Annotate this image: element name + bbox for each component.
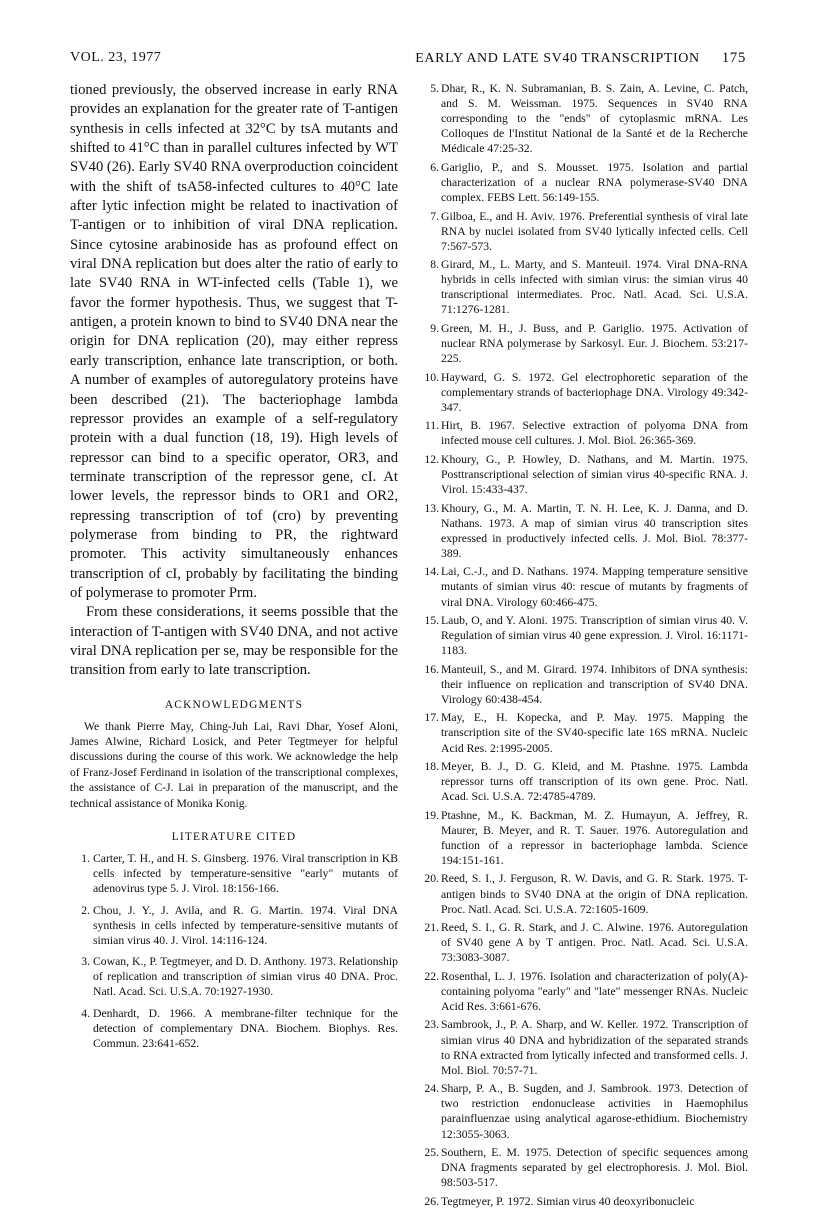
reference-item: [418, 1081, 748, 1141]
reference-number: 25.: [424, 1146, 439, 1159]
reference-number: 24.: [424, 1082, 439, 1096]
reference-text: Sharp, P. A., B. Sugden, and J. Sambrook. 1973. Detection of two restriction endonuclease activities in Haemophilus parainfluenzae using analytical agarose-ethidium. Biochemistry 12:3055-3063.: [441, 1082, 748, 1141]
reference-item: [70, 903, 398, 948]
reference-item: [418, 662, 748, 707]
reference-text: Tegtmeyer, P. 1972. Simian virus 40 deoxyribonucleic: [441, 1194, 695, 1208]
reference-item: [418, 1145, 748, 1190]
reference-number: 14.: [424, 565, 439, 579]
reference-text: Hirt, B. 1967. Selective extraction of polyoma DNA from infected mouse cell cultures. J. Mol. Biol. 26:365-369.: [441, 419, 748, 448]
reference-number: 11.: [424, 419, 439, 433]
reference-item: [418, 710, 748, 755]
reference-item: [418, 321, 748, 366]
reference-item: [418, 418, 748, 448]
reference-number: 3.: [81, 955, 90, 969]
reference-text: Sambrook, J., P. A. Sharp, and W. Keller. 1972. Transcription of simian virus 40 DNA and hybridization of the separated strands to RNA extracted from lytically infected and transformed cells. J. Mol. Biol. 70:57-71.: [441, 1018, 748, 1077]
reference-item: [418, 370, 748, 415]
reference-item: [418, 257, 748, 317]
reference-item: [418, 1194, 748, 1209]
reference-text: Khoury, G., P. Howley, D. Nathans, and M. Martin. 1975. Posttranscriptional selection of simian virus 40-specific RNA. J. Virol. 15:433-437.: [441, 452, 748, 497]
reference-number: 6.: [430, 160, 439, 174]
reference-number: 10.: [424, 370, 439, 384]
reference-number: 15.: [424, 614, 439, 627]
reference-item: [70, 1006, 398, 1051]
reference-item: [70, 954, 398, 999]
running-header: [70, 50, 746, 70]
body-paragraph-1: tioned previously, the observed increase in early RNA provides an explanation for the greater rate of T-antigen synthesis in cells infected at 32°C by tsA mutants and shifted to 41°C than in parallel cultures infected by WT SV40 (26). Early SV40 RNA overproduction coincident with the shift of tsA58-infected cultures to 40°C late after lytic infection might be related to inactivation of T-antigen or to inhibition of viral DNA replication. Since cytosine arabinoside has as profound effect on viral DNA replication but does alter the ratio of early to late SV40 RNA in WT-infected cells (Table 1), we favor the former hypothesis. Thus, we suggest that T-antigen, a protein known to bind to SV40 DNA near the origin for DNA replication (20), may either repress early transcription, enhance late transcription, or both. A number of examples of autoregulatory proteins have been described (21). The bacteriophage lambda repressor provides an example of a self-regulatory protein with a dual function (18, 19). High levels of repressor can bind to a specific operator, OR3, and terminate transcription of the repressor gene, cI. At lower levels, the repressor binds to OR1 and OR2, repressing transcription of tof (cro) by preventing polymerase from binding to PR, the rightward promoter. This activity simultaneously enhances transcription of cI, probably by facilitating the binding of polymerase to promoter Prm.: [70, 82, 398, 601]
reference-text: Laub, O, and Y. Aloni. 1975. Transcription of simian virus 40. V. Regulation of simian virus 40 gene expression. J. Virol. 16:1171-1183.: [441, 614, 748, 658]
reference-item: [418, 808, 748, 868]
reference-text: Manteuil, S., and M. Girard. 1974. Inhibitors of DNA synthesis: their influence on replication and transcription of SV40 DNA. Virology 60:438-454.: [441, 662, 748, 706]
reference-number: 5.: [430, 82, 439, 95]
reference-number: 7.: [430, 209, 439, 223]
acknowledgments-text: We thank Pierre May, Ching-Juh Lai, Ravi Dhar, Yosef Aloni, James Alwine, Richard Losick, and Peter Tegtmeyer for helpful discussions during the course of this work. We acknowledge the help of Franz-Josef Ferdinand in isolation of the transcriptional complexes, the assistance of C-J. Lai in preparation of the manuscript, and the technical assistance of Monika Konig.: [70, 719, 398, 810]
reference-number: 26.: [424, 1194, 439, 1208]
reference-text: Southern, E. M. 1975. Detection of specific sequences among DNA fragments separated by gel electrophoresis. J. Mol. Biol. 98:503-517.: [441, 1146, 748, 1190]
reference-item: [418, 920, 748, 965]
reference-number: 1.: [81, 852, 90, 866]
reference-item: [418, 209, 748, 254]
reference-text: Girard, M., L. Marty, and S. Manteuil. 1974. Viral DNA-RNA hybrids in cells infected with simian virus: the simian virus 40 transcriptional intermediates. Proc. Natl. Acad. Sci. U.S.A. 71:1276-1281.: [441, 258, 748, 317]
reference-text: Meyer, B. J., D. G. Kleid, and M. Ptashne. 1975. Lambda repressor turns off transcription of its own gene. Proc. Natl. Acad. Sci. U.S.A. 72:4785-4789.: [441, 760, 748, 804]
reference-item: [418, 969, 748, 1014]
reference-number: 4.: [81, 1006, 90, 1020]
running-title-group: [415, 50, 746, 67]
reference-text: Khoury, G., M. A. Martin, T. N. H. Lee, K. J. Danna, and D. Nathans. 1973. A map of simian virus 40 transcription sites expressed in productively infected cells. J. Mol. Biol. 78:377-389.: [441, 501, 748, 560]
right-column: [418, 81, 748, 1212]
reference-text: Carter, T. H., and H. S. Ginsberg. 1976. Viral transcription in KB cells infected by temperature-sensitive "early" mutants of adenovirus type 5. J. Virol. 18:156-166.: [93, 852, 398, 896]
reference-list-right: [418, 81, 748, 1209]
reference-number: 19.: [424, 808, 439, 822]
running-title: EARLY AND LATE SV40 TRANSCRIPTION: [415, 51, 700, 66]
reference-number: 2.: [81, 903, 90, 917]
body-paragraph-2: From these considerations, it seems possible that the interaction of T-antigen with SV40 DNA, and not active viral DNA replication per se, may be responsible for the transition from early to late transcription.: [70, 604, 398, 679]
reference-number: 13.: [424, 501, 439, 515]
acknowledgments-heading: ACKNOWLEDGMENTS: [164, 698, 304, 711]
reference-number: 20.: [424, 872, 439, 886]
reference-number: 16.: [424, 662, 439, 676]
reference-text: Ptashne, M., K. Backman, M. Z. Humayun, A. Jeffrey, R. Maurer, B. Meyer, and R. T. Sauer. 1976. Autoregulation and function of a repressor in bacteriophage lambda. Science 194:151-161.: [441, 808, 748, 867]
reference-text: Rosenthal, L. J. 1976. Isolation and characterization of poly(A)-containing polyoma "early" and "late" messenger RNAs. Nucleic Acid Res. 3:661-676.: [441, 969, 748, 1013]
reference-item: [418, 613, 748, 658]
reference-text: Dhar, R., K. N. Subramanian, B. S. Zain, A. Levine, C. Patch, and S. M. Weissman. 1975. Sequences in SV40 RNA corresponding to the "ends" of cytoplasmic mRNA. Les Colloques de l'Institut National de la Santé et de la Recherche Médicale 47:25-32.: [441, 82, 748, 156]
reference-number: 12.: [424, 452, 439, 466]
reference-item: [418, 452, 748, 497]
reference-text: Reed, S. I., J. Ferguson, R. W. Davis, and G. R. Stark. 1975. T-antigen binds to SV40 DNA at the origin of DNA replication. Proc. Natl. Acad. Sci. U.S.A. 72:1605-1609.: [441, 872, 748, 916]
page-number: 175: [721, 50, 746, 66]
reference-text: Gariglio, P., and S. Mousset. 1975. Isolation and partial characterization of a nuclear RNA polymerase-SV40 DNA complex. FEBS Lett. 56:149-155.: [441, 160, 748, 205]
reference-text: Hayward, G. S. 1972. Gel electrophoretic separation of the complementary strands of bacteriophage DNA. Virology 49:342-347.: [441, 370, 748, 414]
reference-text: Lai, C.-J., and D. Nathans. 1974. Mapping temperature sensitive mutants of simian virus 40: rescue of mutants by fragments of viral DNA. Virology 60:466-475.: [441, 565, 748, 609]
reference-item: [418, 160, 748, 205]
reference-item: [418, 564, 748, 609]
reference-number: 17.: [424, 711, 439, 725]
reference-item: [418, 1017, 748, 1077]
reference-number: 18.: [424, 760, 439, 774]
reference-number: 8.: [430, 258, 439, 272]
reference-text: Reed, S. I., G. R. Stark, and J. C. Alwine. 1976. Autoregulation of SV40 gene A by T antigen. Proc. Natl. Acad. Sci. U.S.A. 73:3083-3087.: [441, 921, 748, 965]
reference-text: Green, M. H., J. Buss, and P. Gariglio. 1975. Activation of nuclear RNA polymerase by Sarkosyl. Eur. J. Biochem. 53:217-225.: [441, 321, 748, 366]
reference-item: [418, 501, 748, 561]
reference-number: 21.: [424, 921, 439, 935]
reference-item: [418, 81, 748, 156]
reference-text: Denhardt, D. 1966. A membrane-filter technique for the detection of complementary DNA. Biochem. Biophys. Res. Commun. 23:641-652.: [93, 1006, 398, 1051]
reference-item: [418, 871, 748, 916]
left-column: [70, 81, 398, 1057]
literature-cited-heading: LITERATURE CITED: [171, 831, 297, 844]
reference-list-left: [70, 851, 398, 1051]
reference-text: Gilboa, E., and H. Aviv. 1976. Preferential synthesis of viral late RNA by nuclei isolated from SV40 lytically infected cells. Cell 7:567-573.: [441, 209, 748, 253]
reference-text: Chou, J. Y., J. Avila, and R. G. Martin. 1974. Viral DNA synthesis in cells infected by temperature-sensitive mutants of simian virus 40. J. Virol. 14:116-124.: [93, 903, 398, 947]
reference-text: Cowan, K., P. Tegtmeyer, and D. D. Anthony. 1973. Relationship of replication and transcription of simian virus 40 DNA. Proc. Natl. Acad. Sci. U.S.A. 70:1927-1930.: [93, 955, 398, 999]
reference-number: 9.: [430, 321, 439, 335]
volume-label: VOL. 23, 1977: [70, 50, 162, 65]
reference-item: [418, 759, 748, 804]
reference-item: [70, 851, 398, 896]
reference-number: 22.: [424, 969, 439, 983]
reference-text: May, E., H. Kopecka, and P. May. 1975. Mapping the transcription site of the SV40-specific late 16S mRNA. Nucleic Acid Res. 2:1995-2005.: [441, 711, 748, 755]
reference-number: 23.: [424, 1018, 439, 1032]
